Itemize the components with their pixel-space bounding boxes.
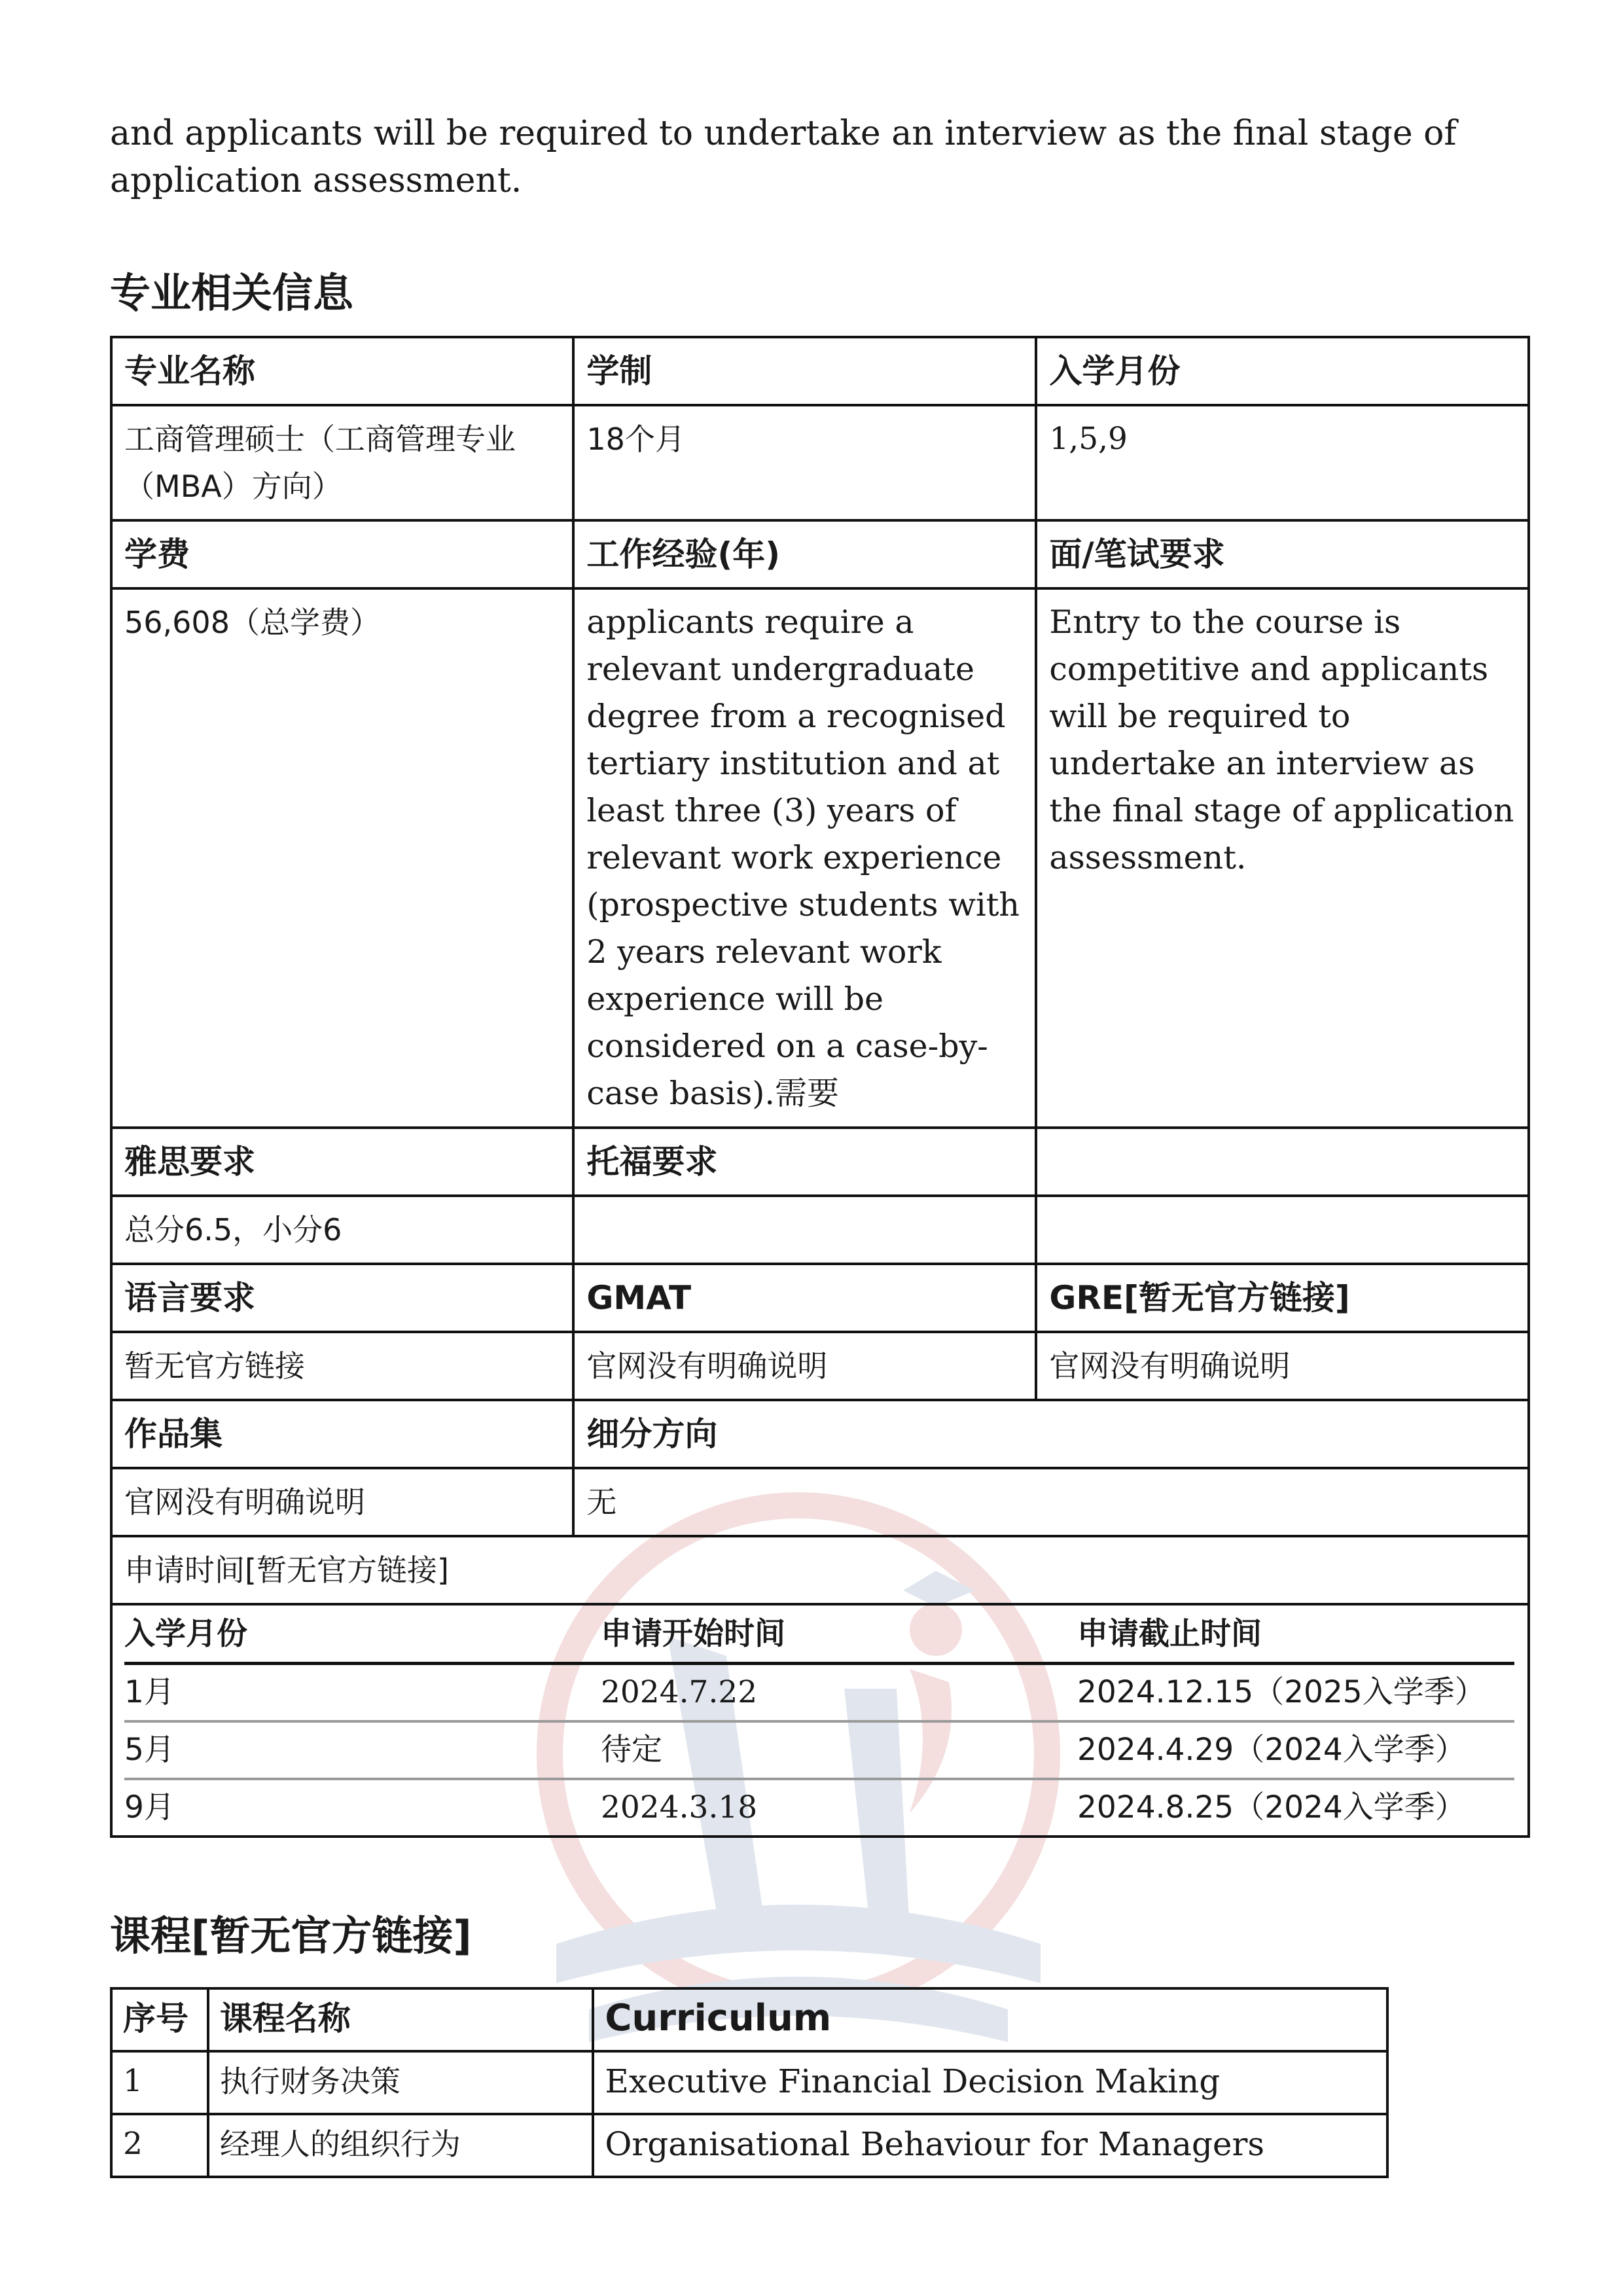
header-interview-requirement: 面/笔试要求 bbox=[1036, 520, 1529, 588]
section-title-program-info: 专业相关信息 bbox=[110, 269, 354, 317]
table-row bbox=[124, 1779, 1514, 1835]
table-row bbox=[124, 1721, 1514, 1779]
curriculum-header-en: Curriculum bbox=[593, 1988, 1387, 2051]
value-direction: 无 bbox=[573, 1468, 1529, 1536]
empty-cell bbox=[1036, 1128, 1529, 1196]
table-row bbox=[111, 1604, 1529, 1837]
course-name-cn: 经理人的组织行为 bbox=[208, 2114, 594, 2177]
curriculum-header-no: 序号 bbox=[111, 1988, 208, 2051]
value-interview-requirement: Entry to the course is competitive and applicants will be required to undertake an interview as the final stage of application assessment. bbox=[1036, 588, 1529, 1128]
value-intake-month: 1,5,9 bbox=[1036, 405, 1529, 520]
value-work-experience: applicants require a relevant undergraduate degree from a recognised tertiary institution and at least three (3) years of relevant work experience (prospective students with 2 years relevant work experience will be considered on a case-by-case basis).需要 bbox=[573, 588, 1036, 1128]
curriculum-table bbox=[110, 1987, 1389, 2178]
header-language: 语言要求 bbox=[111, 1264, 573, 1332]
intro-paragraph: and applicants will be required to undertake an interview as the final stage of application assessment. bbox=[110, 114, 1457, 200]
date-start: 2024.3.18 bbox=[601, 1789, 758, 1825]
table-row bbox=[111, 405, 1529, 520]
date-intake: 1月 bbox=[124, 1664, 601, 1722]
application-dates-table bbox=[124, 1605, 1514, 1835]
header-duration: 学制 bbox=[573, 337, 1036, 405]
table-row bbox=[111, 1536, 1529, 1604]
dates-header-start: 申请开始时间 bbox=[601, 1605, 1077, 1664]
date-start: 待定 bbox=[601, 1721, 1077, 1779]
course-name-cn: 执行财务决策 bbox=[208, 2051, 594, 2114]
program-info-table bbox=[110, 336, 1530, 1838]
course-name-en: Executive Financial Decision Making bbox=[593, 2051, 1387, 2114]
header-portfolio: 作品集 bbox=[111, 1400, 573, 1468]
header-direction: 细分方向 bbox=[573, 1400, 1529, 1468]
header-intake-month: 入学月份 bbox=[1036, 337, 1529, 405]
table-row bbox=[111, 1332, 1529, 1400]
table-row bbox=[111, 520, 1529, 588]
table-row bbox=[111, 1128, 1529, 1196]
value-ielts: 总分6.5，小分6 bbox=[111, 1196, 573, 1264]
table-row bbox=[111, 1400, 1529, 1468]
table-row bbox=[111, 2114, 1387, 2177]
curriculum-header-cn: 课程名称 bbox=[208, 1988, 594, 2051]
date-intake: 9月 bbox=[124, 1789, 175, 1825]
dates-header-row bbox=[124, 1605, 1514, 1664]
table-row bbox=[124, 1664, 1514, 1722]
table-row bbox=[111, 588, 1529, 1128]
header-ielts: 雅思要求 bbox=[111, 1128, 573, 1196]
value-language: 暂无官方链接 bbox=[111, 1332, 573, 1400]
date-intake: 5月 bbox=[124, 1721, 601, 1779]
date-start: 2024.7.22 bbox=[601, 1664, 1077, 1722]
table-row bbox=[111, 1196, 1529, 1264]
table-row bbox=[111, 1988, 1387, 2051]
dates-header-intake: 入学月份 bbox=[124, 1605, 601, 1664]
table-row bbox=[111, 2051, 1387, 2114]
empty-cell bbox=[1036, 1196, 1529, 1264]
value-tuition: 56,608（总学费） bbox=[111, 588, 573, 1128]
header-toefl: 托福要求 bbox=[573, 1128, 1036, 1196]
date-deadline: 2024.4.29（2024入学季） bbox=[1077, 1721, 1514, 1779]
course-no: 1 bbox=[111, 2051, 208, 2114]
header-gre: GRE[暂无官方链接] bbox=[1036, 1264, 1529, 1332]
application-dates-cell bbox=[111, 1604, 1529, 1837]
header-gmat: GMAT bbox=[573, 1264, 1036, 1332]
value-toefl bbox=[573, 1196, 1036, 1264]
table-row bbox=[111, 337, 1529, 405]
date-deadline: 2024.8.25（2024入学季） bbox=[1077, 1789, 1466, 1825]
course-name-en: Organisational Behaviour for Managers bbox=[593, 2114, 1387, 2177]
section-title-curriculum: 课程[暂无官方链接] bbox=[110, 1912, 472, 1960]
application-time-label: 申请时间[暂无官方链接] bbox=[111, 1536, 1529, 1604]
header-work-experience: 工作经验(年) bbox=[573, 520, 1036, 588]
table-row bbox=[111, 1468, 1529, 1536]
value-portfolio: 官网没有明确说明 bbox=[111, 1468, 573, 1536]
value-program-name: 工商管理硕士（工商管理专业（MBA）方向） bbox=[111, 405, 573, 520]
header-tuition: 学费 bbox=[111, 520, 573, 588]
course-no: 2 bbox=[111, 2114, 208, 2177]
value-duration: 18个月 bbox=[573, 405, 1036, 520]
table-row bbox=[111, 1264, 1529, 1332]
header-program-name: 专业名称 bbox=[111, 337, 573, 405]
dates-header-deadline: 申请截止时间 bbox=[1077, 1605, 1514, 1664]
value-gmat: 官网没有明确说明 bbox=[573, 1332, 1036, 1400]
value-gre: 官网没有明确说明 bbox=[1036, 1332, 1529, 1400]
date-deadline: 2024.12.15（2025入学季） bbox=[1077, 1664, 1514, 1722]
